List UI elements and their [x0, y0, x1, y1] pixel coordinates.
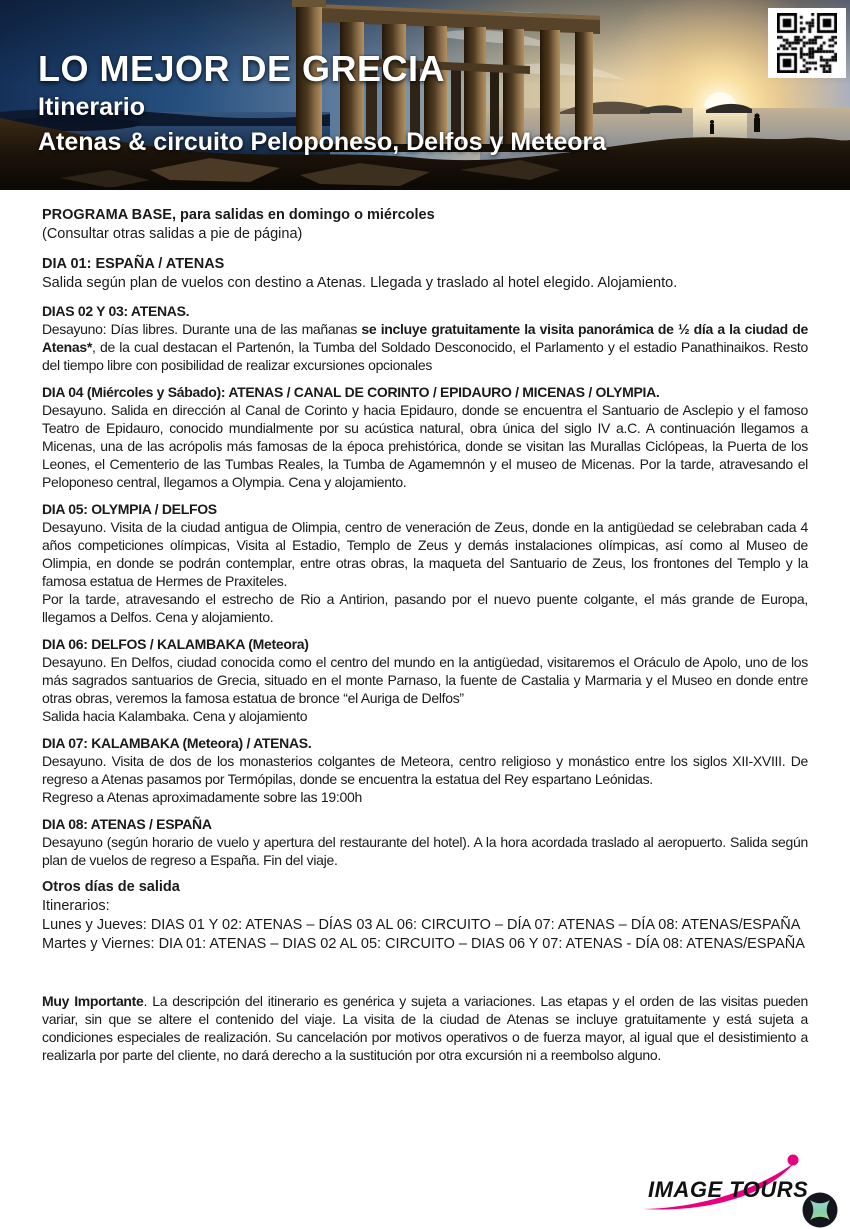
- day-section: [42, 635, 808, 725]
- hero-text: [38, 48, 606, 160]
- footer: [0, 1139, 850, 1229]
- day-text: Desayuno. En Delfos, ciudad conocida como el centro del mundo en la antigüedad, visitaremos el Oráculo de Apolo, uno de los más sagrados santuarios de Grecia, situado en el monte Parnaso, la fuente de Castalia y Marmaria y el Museo en donde entre otras obras, veremos la famosa estatua de bronce “el Auriga de Delfos”: [42, 654, 808, 706]
- day-paragraph: [42, 274, 808, 293]
- days-list: [42, 255, 808, 869]
- day-section: [42, 302, 808, 374]
- day-text: Desayuno (según horario de vuelo y apertura del restaurante del hotel). A la hora acordada traslado al aeropuerto. Salida según plan de vuelos de regreso a España. Fin del viaje.: [42, 834, 808, 868]
- qr-code-canvas: [777, 13, 837, 73]
- image-tours-logo: [610, 1139, 850, 1229]
- important-note: [42, 992, 808, 1064]
- logo-wordmark: IMAGE TOURS: [648, 1177, 809, 1202]
- day-heading: DIA 06: DELFOS / KALAMBAKA (Meteora): [42, 636, 309, 652]
- other-departures-heading: Otros días de salida: [42, 879, 180, 895]
- day-section: [42, 255, 808, 293]
- day-heading: DIAS 02 Y 03: ATENAS.: [42, 303, 190, 319]
- day-section: [42, 734, 808, 806]
- day-text: , de la cual destacan el Partenón, la Tumba del Soldado Desconocido, el Parlamento y el estadio Panathinaikos. Resto del tiempo libre con posibilidad de realizar excursiones opcionales: [42, 339, 808, 373]
- day-paragraph: [42, 752, 808, 788]
- day-heading: DIA 05: OLYMPIA / DELFOS: [42, 501, 217, 517]
- important-note-label: Muy Importante: [42, 993, 144, 1009]
- other-departures-monday-thursday: Lunes y Jueves: DIAS 01 Y 02: ATENAS – DÍAS 03 AL 06: CIRCUITO – DÍA 07: ATENAS – DÍA 08: ATENAS/ESPAÑA: [42, 917, 801, 933]
- page-title: LO MEJOR DE GRECIA: [38, 48, 446, 89]
- day-paragraph: [42, 833, 808, 869]
- day-paragraph: [42, 707, 808, 725]
- hero-subtitle: Itinerario: [38, 93, 145, 121]
- day-text: Por la tarde, atravesando el estrecho de Rio a Antirion, pasando por el nuevo puente colgante, el más grande de Europa, llegamos a Delfos. Cena y alojamiento.: [42, 591, 808, 625]
- important-note-text: . La descripción del itinerario es genérica y sujeta a variaciones. Las etapas y el orden de las visitas pueden variar, sin que se altere el contenido del viaje. La visita de la ciudad de Atenas se incluye gratuitamente y está sujeta a condiciones especiales de realización. Su cancelación por motivos operativos o de fuerza mayor, al igual que el desistimiento a realizarla por parte del cliente, no dará derecho a la sustitución por otra excursión ni a reembolso alguno.: [42, 993, 808, 1063]
- day-heading: DIA 07: KALAMBAKA (Meteora) / ATENAS.: [42, 735, 312, 751]
- day-section: [42, 383, 808, 491]
- day-text: Desayuno. Visita de la ciudad antigua de Olimpia, centro de veneración de Zeus, donde en la antigüedad se celebraban cada 4 años competiciones olímpicas, Visita al Estadio, Templo de Zeus y demás instalaciones olímpicas, así como al Museo de Olimpia, en donde se podrán contemplar, entre otras obras, la maqueta del Santuario de Zeus, los frontones del Templo y la famosa estatua de Hermes de Praxiteles.: [42, 519, 808, 589]
- day-text: Desayuno. Salida en dirección al Canal de Corinto y hacia Epidauro, donde se encuentra el Santuario de Asclepio y el famoso Teatro de Epidauro, conocido mundialmente por su acústica natural, obra única del siglo IV a.C. A continuación llegamos a Micenas, una de las acrópolis más famosas de la época prehistórica, donde se visitan las Murallas Ciclópeas, la Puerta de los Leones, el Cementerio de las Tumbas Reales, la Tumba de Agamemnón y el museo de Micenas. Por la tarde, atravesando el Peloponeso central, llegamos a Olympia. Cena y alojamiento.: [42, 402, 808, 490]
- day-section: [42, 500, 808, 626]
- day-paragraph: [42, 518, 808, 590]
- day-paragraph: [42, 320, 808, 374]
- day-paragraph: [42, 653, 808, 707]
- day-heading: DIA 01: ESPAÑA / ATENAS: [42, 256, 225, 272]
- other-departures-tuesday-friday: Martes y Viernes: DIA 01: ATENAS – DIAS 02 AL 05: CIRCUITO – DIAS 06 Y 07: ATENAS - DÍA 08: ATENAS/ESPAÑA: [42, 936, 805, 952]
- other-departures-section: [42, 878, 808, 954]
- day-paragraph: [42, 590, 808, 626]
- other-departures-itineraries-label: Itinerarios:: [42, 898, 110, 914]
- program-intro-title: PROGRAMA BASE, para salidas en domingo o miércoles: [42, 207, 435, 223]
- program-intro-note: (Consultar otras salidas a pie de página): [42, 226, 303, 242]
- day-heading: DIA 08: ATENAS / ESPAÑA: [42, 816, 212, 832]
- day-text: Salida hacia Kalambaka. Cena y alojamiento: [42, 708, 308, 724]
- day-section: [42, 815, 808, 869]
- hero-image: [0, 0, 850, 190]
- day-text: Desayuno: Días libres. Durante una de las mañanas: [42, 321, 362, 337]
- itinerary-content: [0, 190, 850, 1064]
- day-heading: DIA 04 (Miércoles y Sábado): ATENAS / CANAL DE CORINTO / EPIDAURO / MICENAS / OLYMPIA.: [42, 384, 660, 400]
- logo-dot: [788, 1155, 799, 1166]
- day-text: Salida según plan de vuelos con destino a Atenas. Llegada y traslado al hotel elegido. Alojamiento.: [42, 275, 678, 291]
- qr-code: [768, 8, 846, 78]
- day-text-bold: se incluye gratuitamente la visita panorámica de ½ día a la ciudad de Atenas*: [42, 321, 808, 355]
- day-text: Desayuno. Visita de dos de los monasterios colgantes de Meteora, centro religioso y monástico entre los siglos XII-XVIII. De regreso a Atenas pasamos por Termópilas, donde se encuentra la estatua del Rey espartano Leónidas.: [42, 753, 808, 787]
- day-text: Regreso a Atenas aproximadamente sobre las 19:00h: [42, 789, 362, 805]
- day-paragraph: [42, 401, 808, 491]
- day-paragraph: [42, 788, 808, 806]
- hero-subtitle2: Atenas & circuito Peloponeso, Delfos y Meteora: [38, 128, 607, 156]
- program-intro: [42, 206, 808, 244]
